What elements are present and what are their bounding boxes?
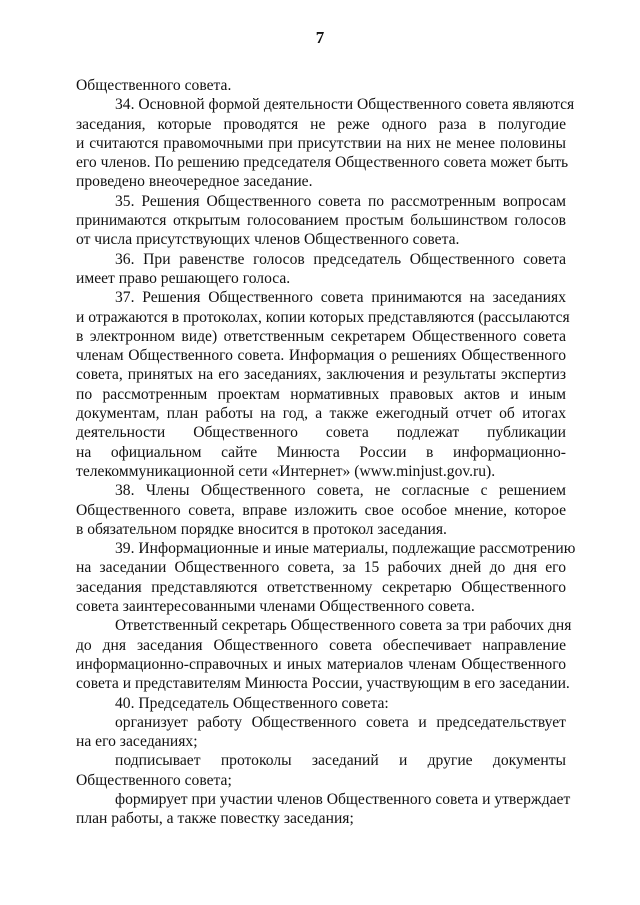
text-line: 34. Основной формой деятельности Общественного совета являются [115, 96, 575, 114]
text-line: телекоммуникационной сети «Интернет» (www.minjust.gov.ru). [76, 462, 496, 480]
text-line: деятельности Общественного совета подлежат публикации [76, 424, 566, 442]
text-line: 36. При равенстве голосов председатель Общественного совета [115, 250, 566, 268]
text-line: и отражаются в протоколах, копии которых представляются (рассылаются [76, 308, 570, 326]
paragraph [76, 95, 575, 191]
text-line: 40. Председатель Общественного совета: [115, 694, 389, 712]
text-line: Ответственный секретарь Общественного совета за три рабочих дня [115, 617, 572, 635]
paragraph [76, 790, 571, 829]
text-line: 38. Члены Общественного совета, не согласные с решением [115, 482, 566, 500]
paragraph [76, 713, 566, 752]
text-line: заседания, которые проводятся не реже одного раза в полугодие [76, 115, 566, 133]
text-line: план работы, а также повестку заседания; [76, 810, 354, 828]
text-line: подписывает протоколы заседаний и другие документы [115, 752, 566, 770]
text-line: совета, принятых на его заседаниях, заключения и результаты экспертиз [76, 366, 566, 384]
page-number: 7 [315, 28, 325, 47]
text-line: до дня заседания Общественного совета обеспечивает направление [76, 636, 566, 654]
text-line: заседания представляются ответственному секретарю Общественного [76, 578, 566, 596]
text-line: совета заинтересованными членами Общественного совета. [76, 598, 475, 616]
paragraph [76, 539, 576, 616]
text-line: документам, план работы на год, а также ежегодный отчет об итогах [76, 405, 566, 423]
text-line: 37. Решения Общественного совета принимаются на заседаниях [115, 289, 566, 307]
text-line: от числа присутствующих членов Общественного совета. [76, 231, 460, 249]
text-line: на официальном сайте Минюста России в информационно- [76, 443, 566, 461]
text-line: и считаются правомочными при присутствии на них не менее половины [76, 134, 566, 152]
paragraph [76, 751, 566, 790]
paragraph [76, 250, 566, 289]
text-line: в электронном виде) ответственным секретарем Общественного совета [76, 327, 566, 345]
text-line: его членов. По решению председателя Общественного совета может быть [76, 154, 569, 172]
text-line: информационно-справочных и иных материалов членам Общественного [76, 655, 566, 673]
paragraph [76, 694, 566, 713]
paragraph [76, 192, 566, 250]
text-line: по рассмотренным проектам нормативных правовых актов и иным [76, 385, 566, 403]
text-line: на его заседаниях; [76, 733, 198, 751]
paragraph [76, 481, 566, 539]
document-body [76, 76, 576, 829]
text-line: на заседании Общественного совета, за 15 рабочих дней до дня его [76, 559, 566, 577]
text-line: членам Общественного совета. Информация о решениях Общественного [76, 347, 566, 365]
text-line: организует работу Общественного совета и председательствует [115, 713, 566, 731]
text-line: Общественного совета; [76, 771, 232, 789]
paragraph [76, 288, 570, 481]
text-line: принимаются открытым голосованием простым большинством голосов [76, 212, 566, 230]
text-line: совета и представителям Минюста России, участвующим в его заседании. [76, 675, 570, 693]
text-line: проведено внеочередное заседание. [76, 173, 313, 191]
text-line: формирует при участии членов Общественного совета и утверждает [115, 790, 571, 808]
text-line: 35. Решения Общественного совета по рассмотренным вопросам [115, 192, 566, 210]
paragraph [76, 616, 572, 693]
text-line: имеет право решающего голоса. [76, 269, 291, 287]
text-line: в обязательном порядке вносится в протокол заседания. [76, 520, 447, 538]
text-line: 39. Информационные и иные материалы, подлежащие рассмотрению [115, 540, 576, 558]
text-line: Общественного совета. [76, 77, 232, 94]
paragraph [76, 76, 566, 95]
text-line: Общественного совета, вправе изложить свое особое мнение, которое [76, 501, 566, 519]
